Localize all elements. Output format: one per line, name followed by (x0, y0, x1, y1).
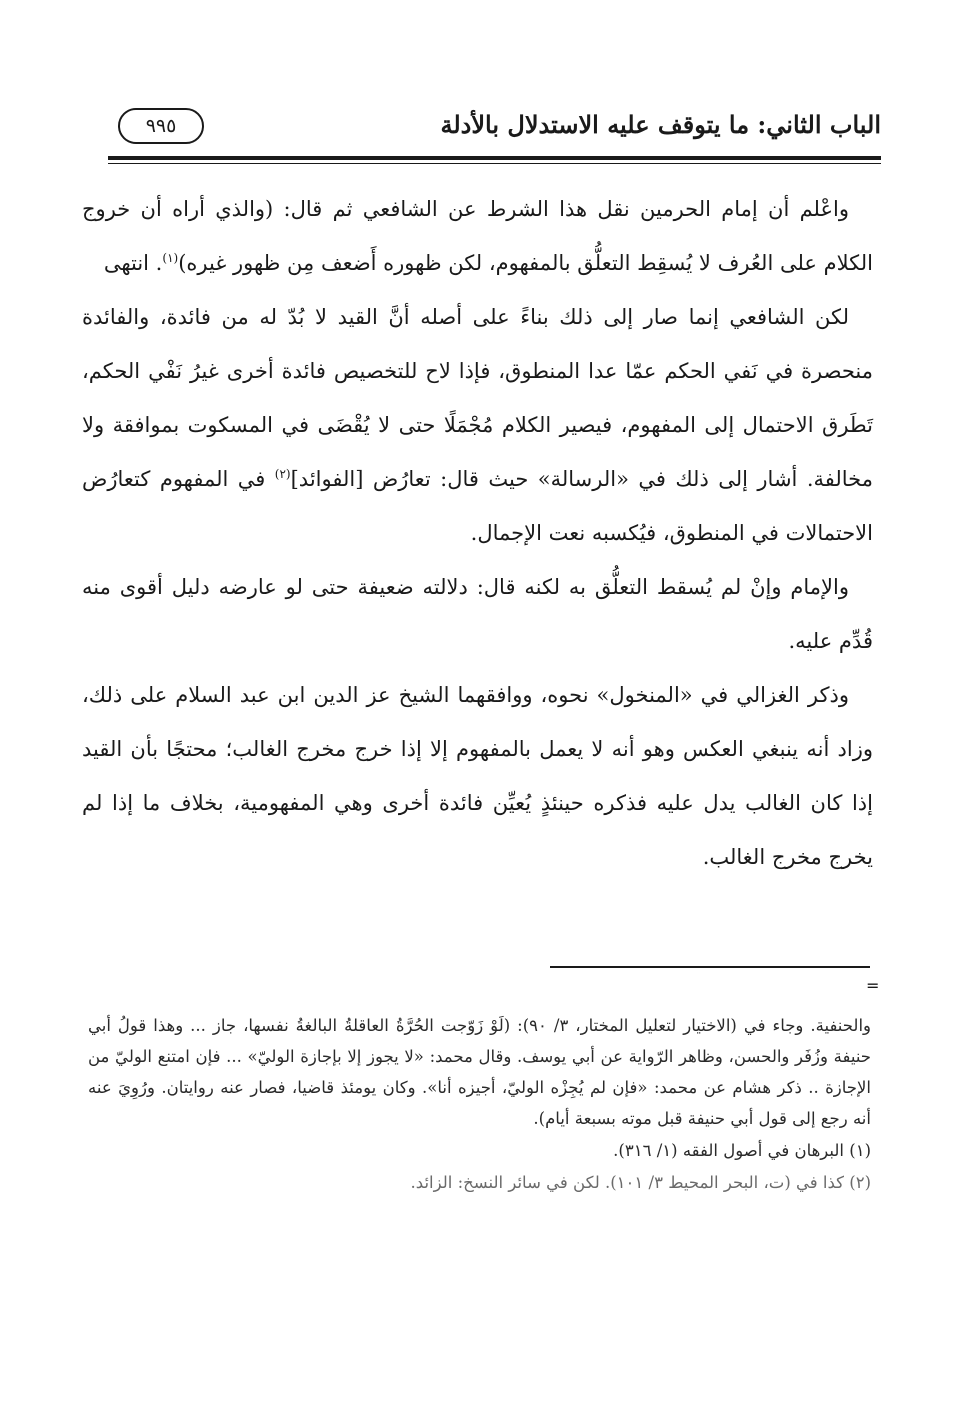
footnote-2: (٢) كذا في (ت، البحر المحيط ٣/ ١٠١). لكن في سائر النسخ: الزائد. (410, 1173, 871, 1192)
paragraph-3: والإمام وإنْ لم يُسقط التعلُّق به لكنه قال: دلالته ضعيفة حتى لو عارضه دليل أقوى منه قُدِّم عليه. (82, 575, 873, 653)
footnotes (88, 1010, 871, 1198)
header-rule-thick (108, 156, 881, 160)
chapter-title: الباب الثاني: ما يتوقف عليه الاستدلال بالأدلة (440, 110, 881, 139)
footnote-ref-1: (١) (162, 251, 179, 265)
paragraph-1 (82, 182, 873, 290)
paragraph-1-end: . انتهى (103, 251, 163, 275)
running-header (108, 108, 881, 152)
paragraph-4: وذكر الغزالي في «المنخول» نحوه، ووافقهما الشيخ عز الدين ابن عبد السلام على ذلك، وزاد أنه ينبغي العكس وهو أنه لا يعمل بالمفهوم إلا إذا خرج مخرج الغالب؛ محتجًا بأن القيد إذا كان الغالب يدل عليه فذكره حينئذٍ يُعيِّن فائدة أخرى وهي المفهومية، بخلاف ما إذا لم يخرج مخرج الغالب. (82, 683, 873, 869)
footnote-continuation: والحنفية. وجاء في (الاختيار لتعليل المختار، ٣/ ٩٠): (لَوْ زَوّجت الحُرَّةُ العاقلةُ البالغةُ نفسها، جاز ... وهذا قولُ أبي حنيفة وزُفَر والحسن، وظاهر الرّواية عن أبي يوسف. وقال محمد: «لا يجوز إلا بإجازة الوليّ» ... فإن امتنع الوليّ من الإجازة .. ذكر هشام عن محمد: «فإن لم يُجِزْه الوليّ، أجيزه أنا». وكان يومئذ قاضيا، فصار عنه روايتان. ورُوِيَ عنه أنه رجع إلى قول أبي حنيفة قبل موته بسبعة أيام). (88, 1016, 871, 1128)
paragraph-2-end: في المفهوم كتعارُض الاحتمالات في المنطوق، فيُكسبه نعت الإجمال. (82, 467, 873, 545)
page-number: ٩٩٥ (118, 108, 204, 144)
paragraph-2 (82, 290, 873, 560)
footnote-1: (١) البرهان في أصول الفقه (١/ ٣١٦). (613, 1141, 871, 1160)
continuation-mark: = (866, 976, 880, 995)
paragraph-2-text: لكن الشافعي إنما صار إلى ذلك بناءً على أصله أنَّ القيد لا بُدّ له من فائدة، والفائدة منحصرة في نَفي الحكم عمّا عدا المنطوق، فإذا لاح للتخصيص فائدة أخرى غيرُ نَفْي الحكم، تَطَرق الاحتمال إلى المفهوم، فيصير الكلام مُجْمَلًا حتى لا يُقْضَى في المسكوت بموافقة ولا مخالفة. أشار إلى ذلك في «الرسالة» حيث قال: تعارُض [الفوائد] (82, 305, 873, 491)
footnote-ref-2: (٢) (274, 467, 291, 481)
main-text (82, 182, 873, 884)
header-rule-thin (108, 163, 881, 164)
paragraph-1-text: واعْلم أن إمام الحرمين نقل هذا الشرط عن الشافعي ثم قال: (والذي أراه أن خروج الكلام على العُرف لا يُسقِط التعلُّق بالمفهوم، لكن ظهوره أَضعف مِن ظهور غيره) (82, 197, 873, 275)
footnote-separator (550, 966, 870, 968)
